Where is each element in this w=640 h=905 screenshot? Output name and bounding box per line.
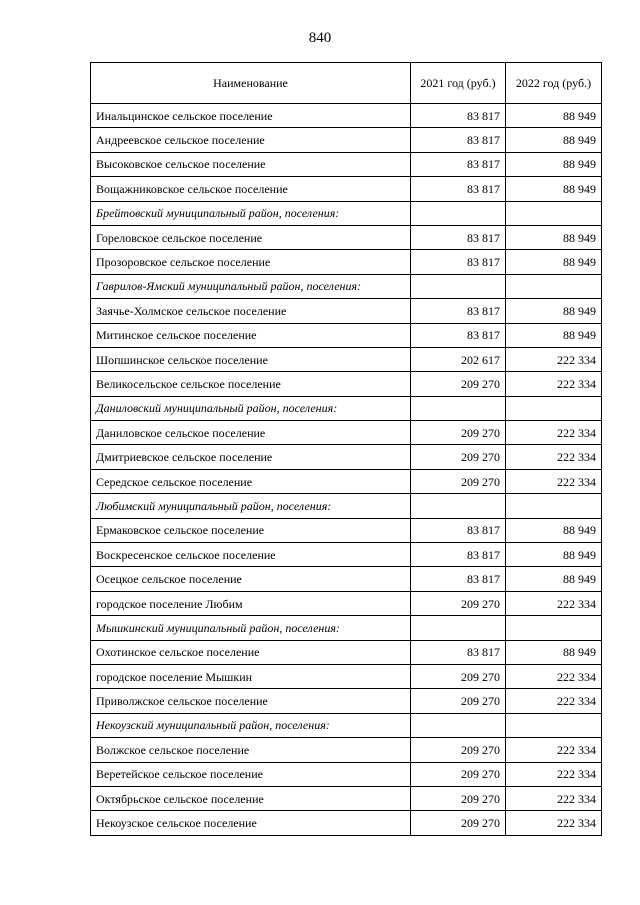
settlement-name: Заячье-Холмское сельское поселение <box>91 299 411 323</box>
table-row <box>91 421 602 445</box>
amount-2022: 222 334 <box>506 738 602 762</box>
table-group-row <box>91 713 602 737</box>
amount-2021: 209 270 <box>411 591 506 615</box>
settlement-name: Даниловское сельское поселение <box>91 421 411 445</box>
amount-2022 <box>506 396 602 420</box>
settlement-name: Гореловское сельское поселение <box>91 225 411 249</box>
amount-2021: 209 270 <box>411 372 506 396</box>
header-2021: 2021 год (руб.) <box>411 63 506 104</box>
amount-2022 <box>506 274 602 298</box>
amount-2021: 209 270 <box>411 445 506 469</box>
amount-2021 <box>411 274 506 298</box>
settlement-name: Веретейское сельское поселение <box>91 762 411 786</box>
settlement-name: Осецкое сельское поселение <box>91 567 411 591</box>
amount-2022: 88 949 <box>506 128 602 152</box>
table-group-row <box>91 201 602 225</box>
settlement-name: городское поселение Любим <box>91 591 411 615</box>
amount-2022: 88 949 <box>506 250 602 274</box>
amount-2022: 88 949 <box>506 567 602 591</box>
table-row <box>91 372 602 396</box>
table-row <box>91 128 602 152</box>
district-label: Брейтовский муниципальный район, поселения: <box>91 201 411 225</box>
table-row <box>91 543 602 567</box>
amount-2021: 209 270 <box>411 811 506 835</box>
table-row <box>91 152 602 176</box>
amount-2022: 222 334 <box>506 372 602 396</box>
amount-2021: 209 270 <box>411 786 506 810</box>
table-body <box>91 104 602 836</box>
amount-2022: 88 949 <box>506 104 602 128</box>
amount-2021: 209 270 <box>411 689 506 713</box>
table-row <box>91 567 602 591</box>
amount-2022: 88 949 <box>506 323 602 347</box>
table-row <box>91 738 602 762</box>
amount-2022: 222 334 <box>506 664 602 688</box>
amount-2021: 83 817 <box>411 543 506 567</box>
table-group-row <box>91 616 602 640</box>
table-row <box>91 469 602 493</box>
district-label: Некоузский муниципальный район, поселения: <box>91 713 411 737</box>
amount-2022: 88 949 <box>506 299 602 323</box>
amount-2021: 83 817 <box>411 518 506 542</box>
table-row <box>91 811 602 835</box>
settlement-name: Великосельское сельское поселение <box>91 372 411 396</box>
amount-2021: 83 817 <box>411 104 506 128</box>
table-row <box>91 177 602 201</box>
district-label: Мышкинский муниципальный район, поселения: <box>91 616 411 640</box>
amount-2021: 83 817 <box>411 640 506 664</box>
table-header-row <box>91 63 602 104</box>
table-row <box>91 104 602 128</box>
settlement-name: Октябрьское сельское поселение <box>91 786 411 810</box>
settlement-name: Шопшинское сельское поселение <box>91 347 411 371</box>
table-row <box>91 640 602 664</box>
amount-2022: 222 334 <box>506 421 602 445</box>
table-row <box>91 347 602 371</box>
header-name: Наименование <box>91 63 411 104</box>
amount-2022: 88 949 <box>506 177 602 201</box>
table-row <box>91 250 602 274</box>
settlement-name: Инальцинское сельское поселение <box>91 104 411 128</box>
settlement-name: Волжское сельское поселение <box>91 738 411 762</box>
amount-2022: 222 334 <box>506 689 602 713</box>
amount-2022: 222 334 <box>506 347 602 371</box>
amount-2022 <box>506 616 602 640</box>
table-row <box>91 518 602 542</box>
district-label: Гаврилов-Ямский муниципальный район, поселения: <box>91 274 411 298</box>
settlement-name: Прозоровское сельское поселение <box>91 250 411 274</box>
amount-2021: 209 270 <box>411 421 506 445</box>
amount-2021 <box>411 616 506 640</box>
settlement-name: городское поселение Мышкин <box>91 664 411 688</box>
amount-2022: 88 949 <box>506 640 602 664</box>
district-label: Даниловский муниципальный район, поселения: <box>91 396 411 420</box>
amount-2022: 222 334 <box>506 469 602 493</box>
settlement-name: Ермаковское сельское поселение <box>91 518 411 542</box>
amount-2021 <box>411 713 506 737</box>
table-row <box>91 299 602 323</box>
amount-2021 <box>411 396 506 420</box>
settlement-name: Охотинское сельское поселение <box>91 640 411 664</box>
amount-2021: 83 817 <box>411 323 506 347</box>
amount-2021: 83 817 <box>411 567 506 591</box>
table-row <box>91 225 602 249</box>
amount-2022: 88 949 <box>506 518 602 542</box>
settlement-name: Митинское сельское поселение <box>91 323 411 347</box>
table-row <box>91 591 602 615</box>
amount-2022 <box>506 713 602 737</box>
amount-2021: 83 817 <box>411 177 506 201</box>
amount-2021 <box>411 494 506 518</box>
table-row <box>91 689 602 713</box>
amount-2022: 88 949 <box>506 152 602 176</box>
table-row <box>91 762 602 786</box>
amount-2022: 222 334 <box>506 811 602 835</box>
amount-2022: 88 949 <box>506 543 602 567</box>
settlement-name: Дмитриевское сельское поселение <box>91 445 411 469</box>
table-group-row <box>91 494 602 518</box>
table-row <box>91 664 602 688</box>
settlement-name: Высоковское сельское поселение <box>91 152 411 176</box>
amount-2021: 209 270 <box>411 664 506 688</box>
settlement-name: Некоузское сельское поселение <box>91 811 411 835</box>
amount-2022: 222 334 <box>506 762 602 786</box>
amount-2022: 222 334 <box>506 591 602 615</box>
amount-2021: 209 270 <box>411 738 506 762</box>
page-number: 840 <box>308 30 332 46</box>
amount-2022: 222 334 <box>506 445 602 469</box>
amount-2021 <box>411 201 506 225</box>
district-label: Любимский муниципальный район, поселения: <box>91 494 411 518</box>
table-group-row <box>91 396 602 420</box>
amount-2021: 83 817 <box>411 152 506 176</box>
settlement-name: Приволжское сельское поселение <box>91 689 411 713</box>
amount-2021: 209 270 <box>411 762 506 786</box>
header-2022: 2022 год (руб.) <box>506 63 602 104</box>
amount-2021: 83 817 <box>411 225 506 249</box>
table-row <box>91 445 602 469</box>
amount-2021: 202 617 <box>411 347 506 371</box>
settlement-name: Андреевское сельское поселение <box>91 128 411 152</box>
amount-2021: 83 817 <box>411 299 506 323</box>
settlement-name: Вощажниковское сельское поселение <box>91 177 411 201</box>
amount-2021: 83 817 <box>411 250 506 274</box>
amount-2022 <box>506 201 602 225</box>
table-row <box>91 786 602 810</box>
amount-2021: 83 817 <box>411 128 506 152</box>
table-group-row <box>91 274 602 298</box>
amount-2022: 88 949 <box>506 225 602 249</box>
settlement-name: Воскресенское сельское поселение <box>91 543 411 567</box>
budget-table <box>90 62 602 836</box>
amount-2021: 209 270 <box>411 469 506 493</box>
amount-2022 <box>506 494 602 518</box>
table-row <box>91 323 602 347</box>
settlement-name: Середское сельское поселение <box>91 469 411 493</box>
amount-2022: 222 334 <box>506 786 602 810</box>
